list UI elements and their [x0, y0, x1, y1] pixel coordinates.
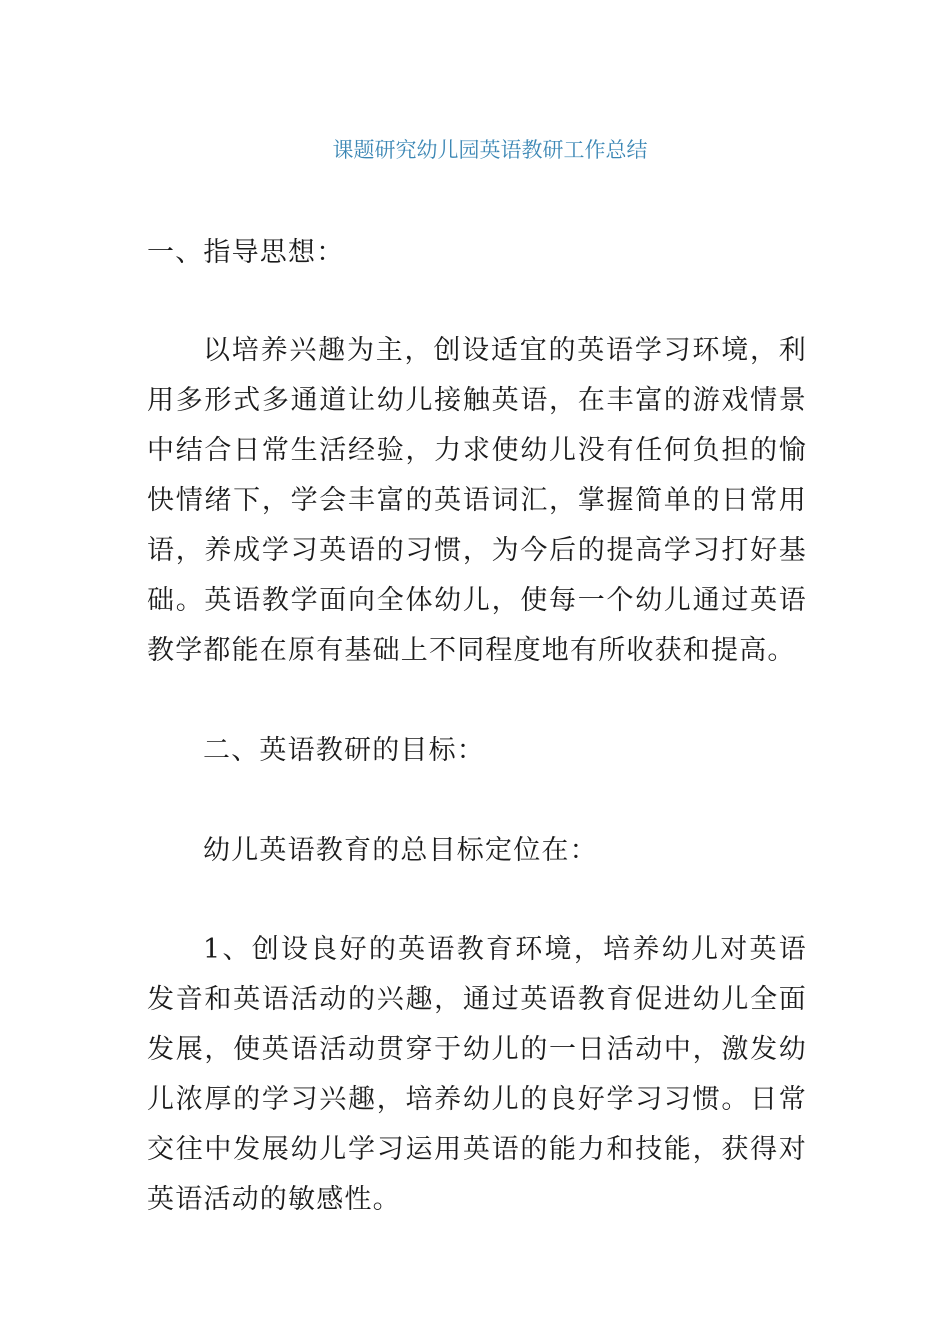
section-heading-research-goals: 二、英语教研的目标： — [203, 735, 485, 766]
paragraph-goal-1: 1、创设良好的英语教育环境，培养幼儿对英语发音和英语活动的兴趣，通过英语教育促进幼儿全面发展，使英语活动贯穿于幼儿的一日活动中，激发幼儿浓厚的学习兴趣，培养幼儿的良好学习习惯。日常交往中发展幼儿学习运用英语的能力和技能，获得对英语活动的敏感性。 — [147, 934, 807, 1215]
paragraph-goal-intro: 幼儿英语教育的总目标定位在： — [203, 835, 598, 866]
document-title: 课题研究幼儿园英语教研工作总结 — [332, 138, 648, 162]
section-heading-guiding-thought: 一、指导思想： — [147, 237, 345, 268]
paragraph-guiding-thought: 以培养兴趣为主，创设适宜的英语学习环境，利用多形式多通道让幼儿接触英语，在丰富的游戏情景中结合日常生活经验，力求使幼儿没有任何负担的愉快情绪下，学会丰富的英语词汇，掌握简单的日常用语，养成学习英语的习惯，为今后的提高学习打好基础。英语教学面向全体幼儿，使每一个幼儿通过英语教学都能在原有基础上不同程度地有所收获和提高。 — [147, 335, 807, 666]
